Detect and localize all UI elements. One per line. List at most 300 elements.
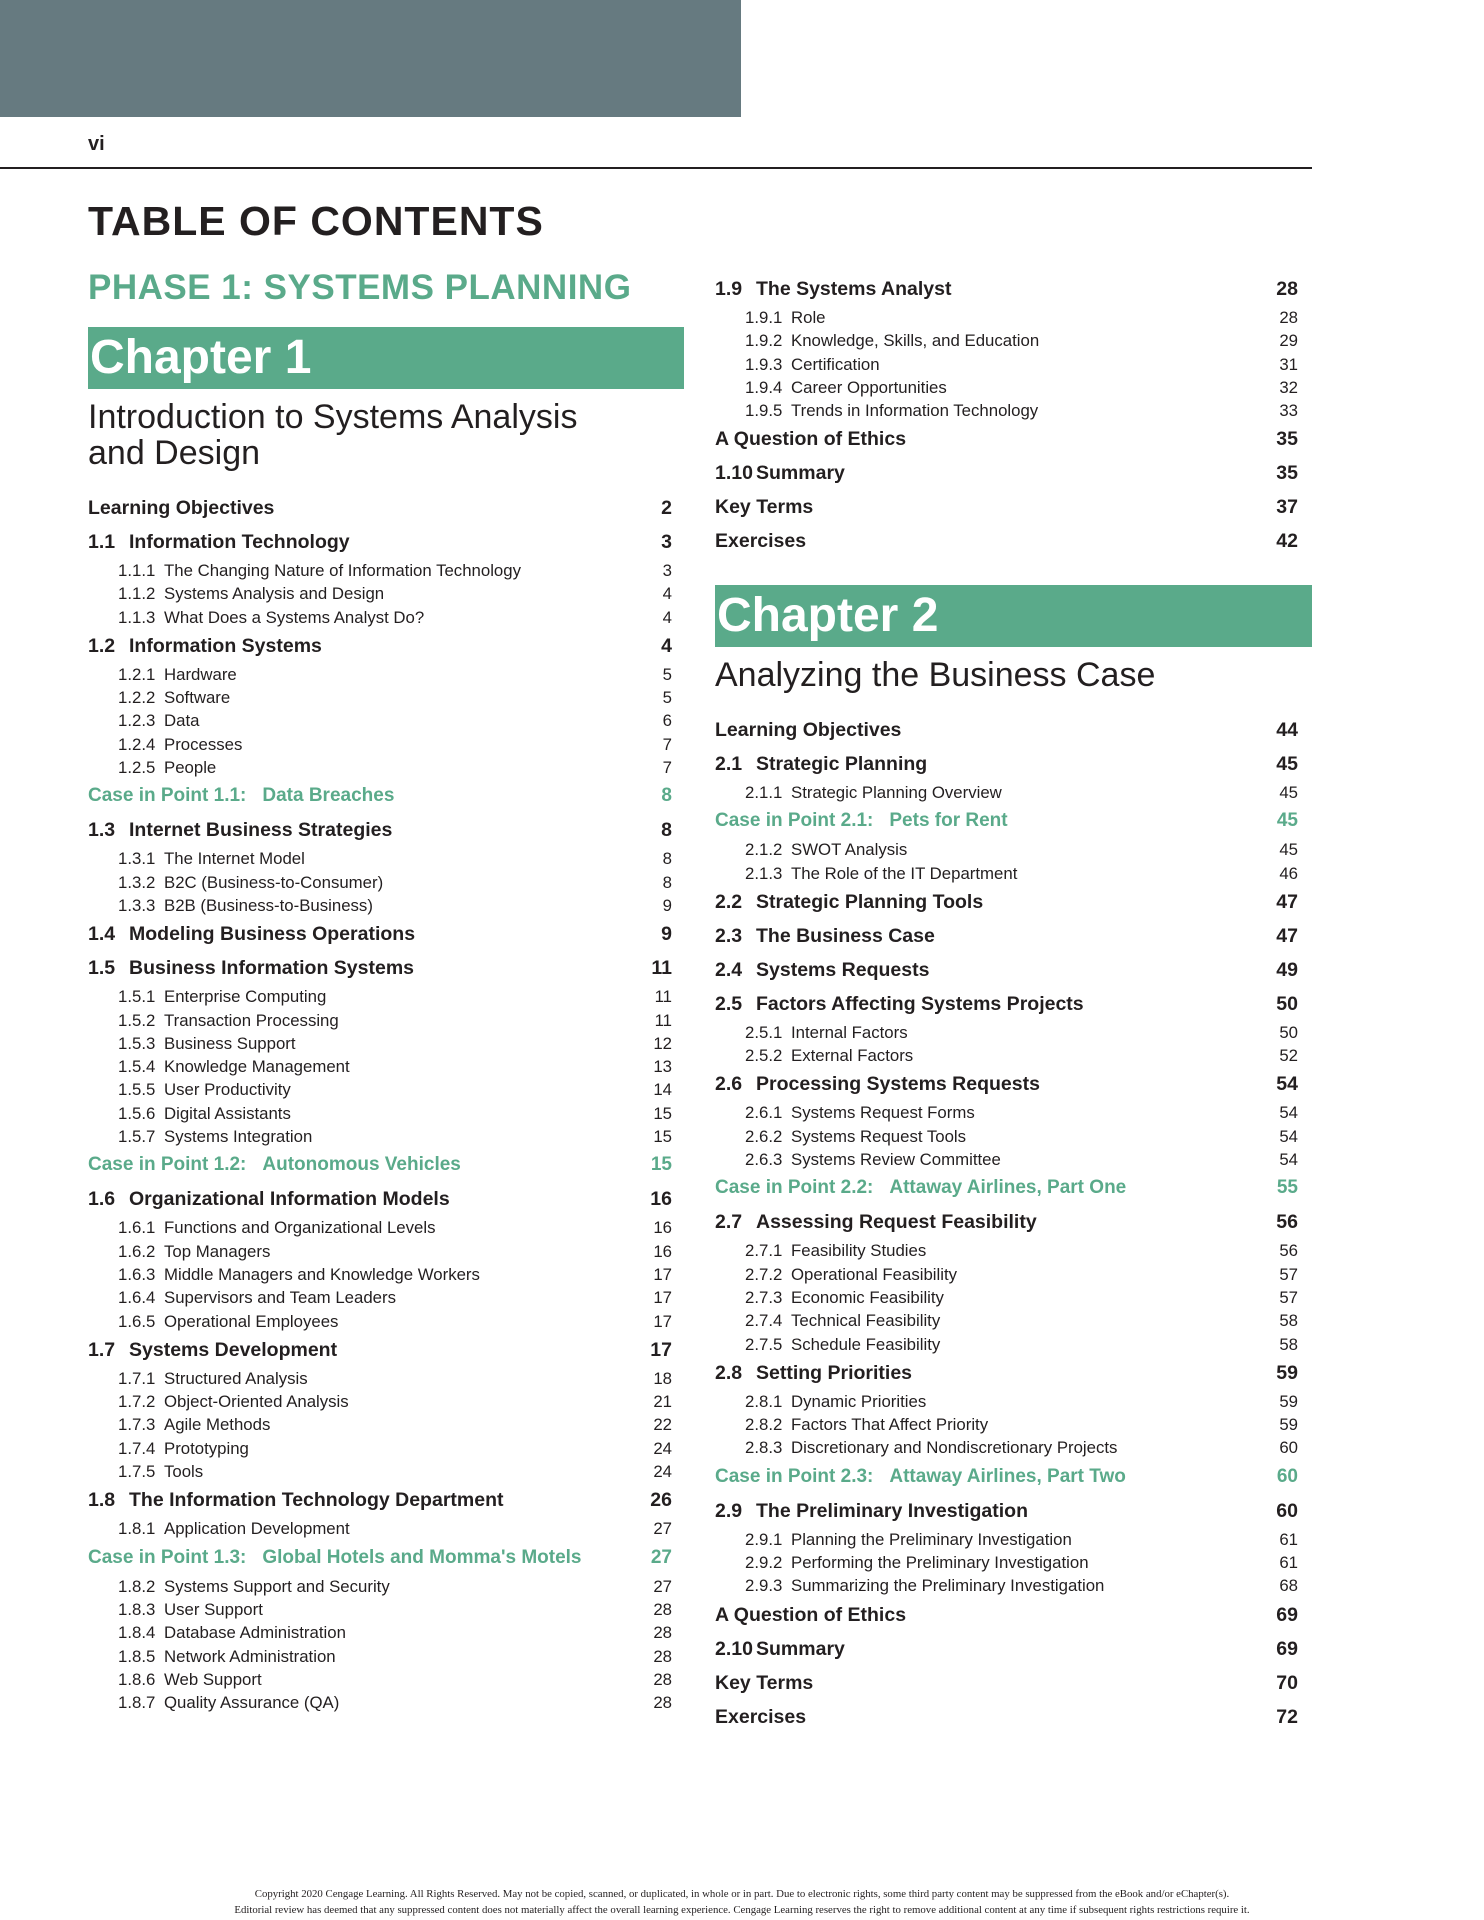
toc-subentry[interactable]: [715, 1044, 1298, 1067]
entry-number: 1.6.1: [118, 1218, 156, 1238]
entry-title: Global Hotels and Momma's Motels: [262, 1546, 582, 1568]
entry-page-number: 26: [650, 1489, 672, 1512]
toc-subentry[interactable]: [88, 1125, 672, 1148]
toc-subentry[interactable]: [88, 1517, 672, 1540]
toc-entry[interactable]: [88, 813, 672, 847]
entry-number: 2.9.1: [745, 1529, 783, 1549]
chapter-1-banner: Chapter 1: [88, 327, 684, 389]
entry-page-number: 17: [653, 1311, 672, 1331]
toc-subentry[interactable]: [88, 1367, 672, 1390]
copyright-line-2: Editorial review has deemed that any suppressed content does not materially affect the overall learning experience. Cengage Learning reserves the right to remove additional content at any time if subsequent rights restrictions require it.: [234, 1904, 1250, 1916]
toc-subentry[interactable]: [88, 985, 672, 1008]
entry-page-number: 59: [1279, 1391, 1298, 1411]
entry-page-number: 54: [1276, 1073, 1298, 1096]
entry-number: 1.7.5: [118, 1462, 156, 1482]
toc-subentry[interactable]: [715, 306, 1298, 329]
entry-number: 1.7: [88, 1338, 116, 1361]
entry-page-number: 5: [662, 664, 672, 684]
entry-title: Agile Methods: [164, 1415, 271, 1435]
entry-number: 2.7.2: [745, 1264, 783, 1284]
entry-page-number: 31: [1279, 354, 1298, 374]
entry-number: 1.5.2: [118, 1010, 156, 1030]
toc-entry[interactable]: [715, 490, 1298, 524]
entry-number: 2.1: [715, 753, 743, 775]
entry-title: People: [164, 758, 217, 778]
toc-subentry[interactable]: [715, 1263, 1298, 1286]
entry-title: Structured Analysis: [164, 1368, 308, 1388]
entry-number: 2.6.2: [745, 1126, 783, 1146]
entry-page-number: 59: [1279, 1415, 1298, 1435]
entry-page-number: 28: [1279, 308, 1298, 327]
toc-subentry[interactable]: [88, 756, 672, 779]
toc-subentry[interactable]: [715, 1239, 1298, 1262]
entry-number: 1.3.3: [118, 895, 156, 915]
entry-number: 1.8.5: [118, 1646, 156, 1666]
phase-heading: PHASE 1: SYSTEMS PLANNING: [88, 268, 632, 307]
entry-title: Summarizing the Preliminary Investigation: [791, 1576, 1105, 1596]
toc-entry[interactable]: [715, 1205, 1298, 1239]
entry-number: 1.8: [88, 1489, 116, 1512]
chapter-2-banner: Chapter 2: [715, 585, 1312, 647]
entry-title: Tools: [164, 1462, 204, 1482]
entry-page-number: 3: [662, 561, 672, 580]
toc-subentry[interactable]: [88, 847, 672, 870]
entry-page-number: 60: [1279, 1438, 1298, 1458]
entry-page-number: 56: [1279, 1241, 1298, 1261]
toc-entry[interactable]: [88, 1333, 672, 1367]
entry-page-number: 7: [662, 758, 672, 778]
toc-subentry[interactable]: [715, 1390, 1298, 1413]
entry-title: Internal Factors: [791, 1022, 908, 1042]
toc-entry[interactable]: [715, 713, 1298, 747]
toc-subentry[interactable]: [88, 663, 672, 686]
entry-page-number: 72: [1276, 1705, 1298, 1728]
copyright-footer: [0, 1886, 1484, 1918]
entry-page-number: 4: [662, 607, 672, 627]
entry-number: 1.6.5: [118, 1311, 156, 1331]
entry-number: 1.6.4: [118, 1288, 156, 1308]
toc-entry[interactable]: [88, 1483, 672, 1517]
entry-title: Trends in Information Technology: [791, 401, 1039, 421]
entry-page-number: 9: [661, 923, 672, 946]
toc-subentry[interactable]: [88, 1102, 672, 1125]
entry-title: A Question of Ethics: [715, 1603, 907, 1626]
entry-title: Summary: [756, 1637, 845, 1660]
entry-page-number: 54: [1279, 1150, 1298, 1170]
entry-page-number: 28: [653, 1646, 672, 1666]
entry-page-number: 32: [1279, 377, 1298, 397]
entry-title: Hardware: [164, 664, 237, 684]
entry-page-number: 27: [653, 1576, 672, 1596]
entry-title: Transaction Processing: [164, 1010, 339, 1030]
entry-number: Case in Point 2.2:: [715, 1177, 874, 1199]
entry-title: Systems Development: [129, 1338, 338, 1361]
entry-page-number: 11: [651, 957, 672, 980]
entry-page-number: 2: [661, 497, 672, 519]
toc-subentry[interactable]: [715, 781, 1298, 804]
toc-entry[interactable]: [715, 1598, 1298, 1632]
entry-title: Factors That Affect Priority: [791, 1415, 989, 1435]
entry-title: The Preliminary Investigation: [756, 1499, 1028, 1522]
toc-subentry[interactable]: [88, 559, 672, 582]
toc-entry[interactable]: [715, 456, 1298, 490]
entry-page-number: 61: [1279, 1529, 1298, 1549]
entry-number: 1.9.5: [745, 401, 783, 421]
entry-page-number: 24: [653, 1438, 672, 1458]
entry-number: 2.4: [715, 958, 743, 981]
toc-subentry[interactable]: [88, 1216, 672, 1239]
entry-page-number: 5: [662, 688, 672, 708]
entry-page-number: 17: [653, 1264, 672, 1284]
entry-number: 1.5.7: [118, 1127, 156, 1147]
entry-title: Systems Support and Security: [164, 1576, 390, 1596]
entry-title: Exercises: [715, 530, 807, 553]
entry-page-number: 13: [653, 1057, 672, 1077]
entry-number: 1.2.4: [118, 734, 156, 754]
entry-title: Middle Managers and Knowledge Workers: [164, 1264, 480, 1284]
toc-entry[interactable]: [715, 1494, 1298, 1528]
entry-page-number: 16: [650, 1188, 672, 1211]
entry-page-number: 28: [653, 1669, 672, 1689]
entry-page-number: 28: [653, 1693, 672, 1713]
entry-title: Operational Feasibility: [791, 1264, 958, 1284]
entry-number: 2.2: [715, 890, 743, 913]
entry-page-number: 69: [1276, 1637, 1298, 1660]
entry-page-number: 45: [1279, 783, 1298, 802]
toc-subentry[interactable]: [715, 862, 1298, 885]
case-in-point-entry[interactable]: [88, 1148, 672, 1182]
toc-subentry[interactable]: [715, 376, 1298, 399]
entry-number: Case in Point 2.1:: [715, 810, 874, 832]
entry-number: 1.1.2: [118, 584, 156, 604]
entry-page-number: 56: [1276, 1211, 1298, 1234]
chapter-1-title-line1: Introduction to Systems Analysis: [88, 398, 578, 436]
entry-title: Processing Systems Requests: [756, 1073, 1040, 1096]
entry-number: 2.7.1: [745, 1241, 783, 1261]
entry-title: Knowledge Management: [164, 1057, 350, 1077]
toc-entry[interactable]: [715, 422, 1298, 456]
case-in-point-entry[interactable]: [715, 1171, 1298, 1205]
toc-subentry[interactable]: [88, 1621, 672, 1644]
entry-page-number: 46: [1279, 863, 1298, 883]
entry-page-number: 18: [653, 1368, 672, 1388]
entry-title: Enterprise Computing: [164, 987, 327, 1007]
toc-entry[interactable]: [715, 1666, 1298, 1700]
entry-page-number: 50: [1279, 1022, 1298, 1042]
entry-title: Technical Feasibility: [791, 1311, 941, 1331]
entry-page-number: 59: [1276, 1361, 1298, 1384]
toc-subentry[interactable]: [88, 1437, 672, 1460]
entry-number: 2.6.1: [745, 1103, 783, 1123]
entry-page-number: 47: [1276, 924, 1298, 947]
toc-subentry[interactable]: [88, 1240, 672, 1263]
entry-title: User Support: [164, 1599, 263, 1619]
entry-title: Learning Objectives: [715, 719, 902, 741]
entry-page-number: 27: [650, 1546, 672, 1568]
entry-number: 1.2.2: [118, 688, 156, 708]
entry-page-number: 11: [654, 1010, 672, 1030]
entry-title: Systems Requests: [756, 958, 930, 981]
toc-entry[interactable]: [88, 525, 672, 559]
entry-number: 1.7.4: [118, 1438, 156, 1458]
entry-page-number: 3: [661, 531, 672, 553]
entry-number: 1.2.1: [118, 664, 156, 684]
entry-title: Factors Affecting Systems Projects: [756, 992, 1084, 1015]
toc-subentry[interactable]: [715, 399, 1298, 422]
toc-entry[interactable]: [88, 951, 672, 985]
entry-number: 2.1.3: [745, 863, 783, 883]
entry-number: 1.10: [715, 462, 753, 485]
entry-page-number: 49: [1276, 958, 1298, 981]
toc-entry[interactable]: [715, 1067, 1298, 1101]
entry-title: Summary: [756, 462, 845, 485]
toc-subentry[interactable]: [88, 1055, 672, 1078]
entry-title: Strategic Planning Tools: [756, 890, 984, 913]
entry-number: 2.9.3: [745, 1576, 783, 1596]
entry-title: External Factors: [791, 1046, 914, 1066]
entry-page-number: 22: [653, 1415, 672, 1435]
entry-number: 1.5.6: [118, 1103, 156, 1123]
toc-subentry[interactable]: [715, 1101, 1298, 1124]
entry-title: Object-Oriented Analysis: [164, 1392, 349, 1412]
toc-subentry[interactable]: [88, 1390, 672, 1413]
toc-entry[interactable]: [715, 747, 1298, 781]
entry-number: 1.2.3: [118, 711, 156, 731]
toc-subentry[interactable]: [88, 1263, 672, 1286]
entry-page-number: 12: [653, 1033, 672, 1053]
toc-subentry[interactable]: [715, 1333, 1298, 1356]
entry-title: Key Terms: [715, 496, 814, 519]
entry-number: 1.4: [88, 923, 116, 946]
entry-number: Case in Point 1.2:: [88, 1154, 247, 1176]
toc-entry[interactable]: [715, 987, 1298, 1021]
toc-entry[interactable]: [715, 885, 1298, 919]
case-in-point-entry[interactable]: [715, 1460, 1298, 1494]
entry-page-number: 14: [653, 1080, 672, 1100]
entry-title: Attaway Airlines, Part Two: [889, 1465, 1126, 1487]
toc-subentry[interactable]: [715, 1021, 1298, 1044]
entry-page-number: 16: [653, 1241, 672, 1261]
entry-title: The Business Case: [756, 924, 935, 947]
toc-subentry[interactable]: [88, 1645, 672, 1668]
entry-number: 1.9: [715, 278, 743, 300]
entry-number: 1.3.2: [118, 872, 156, 892]
entry-page-number: 58: [1279, 1311, 1298, 1331]
entry-title: Feasibility Studies: [791, 1241, 927, 1261]
toc-subentry[interactable]: [88, 1078, 672, 1101]
case-in-point-entry[interactable]: [88, 779, 672, 813]
entry-number: 1.5.3: [118, 1033, 156, 1053]
entry-title: Exercises: [715, 1705, 807, 1728]
chapter-1-entries: [88, 491, 672, 1714]
entry-number: 2.3: [715, 924, 743, 947]
entry-page-number: 15: [650, 1154, 672, 1176]
entry-title: Systems Integration: [164, 1127, 313, 1147]
entry-number: Case in Point 1.3:: [88, 1546, 247, 1568]
toc-entry[interactable]: [715, 524, 1298, 558]
entry-title: Network Administration: [164, 1646, 336, 1666]
toc-entry[interactable]: [715, 919, 1298, 953]
chapter-1-title-line2: and Design: [88, 434, 261, 472]
entry-page-number: 44: [1276, 719, 1298, 741]
toc-subentry[interactable]: [715, 838, 1298, 861]
entry-number: 1.2.5: [118, 758, 156, 778]
entry-title: A Question of Ethics: [715, 428, 907, 451]
entry-page-number: 28: [653, 1623, 672, 1643]
toc-subentry[interactable]: [88, 1009, 672, 1032]
page-number: vi: [88, 133, 105, 155]
toc-subentry[interactable]: [715, 1574, 1298, 1597]
entry-page-number: 54: [1279, 1103, 1298, 1123]
entry-number: 1.6.3: [118, 1264, 156, 1284]
toc-subentry[interactable]: [715, 329, 1298, 352]
toc-subentry[interactable]: [88, 1598, 672, 1621]
entry-title: Assessing Request Feasibility: [756, 1211, 1037, 1234]
entry-page-number: 57: [1279, 1287, 1298, 1307]
toc-entry[interactable]: [88, 629, 672, 663]
toc-entry[interactable]: [715, 1700, 1298, 1734]
toc-subentry[interactable]: [88, 1691, 672, 1714]
entry-title: Performing the Preliminary Investigation: [791, 1553, 1089, 1573]
toc-subentry[interactable]: [88, 1286, 672, 1309]
entry-title: Role: [791, 308, 826, 327]
entry-title: Data Breaches: [262, 785, 395, 807]
toc-subentry[interactable]: [88, 1460, 672, 1483]
entry-number: 1.8.3: [118, 1599, 156, 1619]
toc-subentry[interactable]: [715, 1148, 1298, 1171]
entry-title: Processes: [164, 734, 243, 754]
entry-page-number: 47: [1276, 890, 1298, 913]
entry-number: 2.7.4: [745, 1311, 783, 1331]
toc-entry[interactable]: [715, 1356, 1298, 1390]
toc-subentry[interactable]: [88, 686, 672, 709]
toc-entry[interactable]: [88, 1182, 672, 1216]
entry-page-number: 35: [1276, 428, 1298, 451]
entry-number: 2.7: [715, 1211, 743, 1234]
entry-title: Systems Analysis and Design: [164, 584, 385, 604]
toc-subentry[interactable]: [715, 353, 1298, 376]
entry-title: Knowledge, Skills, and Education: [791, 331, 1040, 351]
toc-subentry[interactable]: [715, 1528, 1298, 1551]
entry-number: 1.7.3: [118, 1415, 156, 1435]
toc-subentry[interactable]: [88, 1032, 672, 1055]
entry-page-number: 33: [1279, 401, 1298, 421]
entry-page-number: 15: [653, 1103, 672, 1123]
entry-page-number: 45: [1279, 840, 1298, 860]
entry-title: Learning Objectives: [88, 497, 275, 519]
toc-entry[interactable]: [715, 953, 1298, 987]
entry-page-number: 11: [654, 987, 672, 1007]
entry-number: 1.8.6: [118, 1669, 156, 1689]
entry-page-number: 29: [1279, 331, 1298, 351]
entry-title: Database Administration: [164, 1623, 346, 1643]
toc-entry[interactable]: [715, 1632, 1298, 1666]
entry-page-number: 45: [1276, 810, 1298, 832]
toc-subentry[interactable]: [715, 1286, 1298, 1309]
toc-subentry[interactable]: [715, 1413, 1298, 1436]
entry-number: 2.5.1: [745, 1022, 783, 1042]
toc-subentry[interactable]: [88, 733, 672, 756]
entry-number: 1.9.1: [745, 308, 783, 327]
entry-number: Case in Point 2.3:: [715, 1465, 874, 1487]
entry-number: 2.9: [715, 1499, 743, 1522]
entry-page-number: 37: [1276, 496, 1298, 519]
entry-page-number: 21: [653, 1392, 672, 1412]
entry-title: Discretionary and Nondiscretionary Projects: [791, 1438, 1118, 1458]
page-title: TABLE OF CONTENTS: [88, 198, 544, 244]
entry-title: Top Managers: [164, 1241, 271, 1261]
toc-subentry[interactable]: [715, 1125, 1298, 1148]
entry-page-number: 27: [653, 1519, 672, 1539]
case-in-point-entry[interactable]: [715, 804, 1298, 838]
entry-page-number: 17: [650, 1338, 672, 1361]
copyright-line-1: Copyright 2020 Cengage Learning. All Rights Reserved. May not be copied, scanned, or duplicated, in whole or in part. Due to electronic rights, some third party content may be suppressed from the eBook and/or eChapter(s).: [254, 1888, 1230, 1900]
entry-number: 1.3: [88, 819, 116, 842]
entry-title: Economic Feasibility: [791, 1287, 944, 1307]
toc-subentry[interactable]: [88, 1668, 672, 1691]
entry-page-number: 55: [1276, 1177, 1298, 1199]
chapter-2-title: Analyzing the Business Case: [715, 656, 1156, 694]
entry-title: Organizational Information Models: [129, 1188, 450, 1211]
entry-page-number: 50: [1276, 992, 1298, 1015]
entry-title: Schedule Feasibility: [791, 1334, 941, 1354]
entry-page-number: 4: [662, 584, 672, 604]
entry-title: Strategic Planning: [756, 753, 928, 775]
entry-number: 2.5: [715, 992, 743, 1015]
toc-subentry[interactable]: [88, 1310, 672, 1333]
toc-entry[interactable]: [88, 917, 672, 951]
entry-page-number: 61: [1279, 1553, 1298, 1573]
toc-subentry[interactable]: [88, 606, 672, 629]
toc-subentry[interactable]: [715, 1309, 1298, 1332]
toc-entry[interactable]: [715, 272, 1298, 306]
entry-number: 1.8.1: [118, 1519, 156, 1539]
entry-title: Career Opportunities: [791, 377, 947, 397]
header-color-block: [0, 0, 741, 117]
toc-subentry[interactable]: [88, 1575, 672, 1598]
entry-title: The Information Technology Department: [129, 1489, 504, 1512]
toc-subentry[interactable]: [88, 894, 672, 917]
entry-title: What Does a Systems Analyst Do?: [164, 607, 425, 627]
entry-page-number: 16: [653, 1218, 672, 1238]
toc-subentry[interactable]: [88, 582, 672, 605]
toc-subentry[interactable]: [88, 1413, 672, 1436]
entry-number: 1.8.2: [118, 1576, 156, 1596]
entry-number: 1.6.2: [118, 1241, 156, 1261]
entry-page-number: 7: [662, 734, 672, 754]
toc-subentry[interactable]: [88, 709, 672, 732]
toc-subentry[interactable]: [88, 871, 672, 894]
toc-entry[interactable]: [88, 491, 672, 525]
entry-number: 2.1.1: [745, 783, 783, 802]
entry-title: Prototyping: [164, 1438, 249, 1458]
entry-page-number: 57: [1279, 1264, 1298, 1284]
entry-page-number: 6: [662, 711, 672, 731]
entry-number: 1.9.3: [745, 354, 783, 374]
entry-page-number: 45: [1276, 753, 1298, 775]
entry-page-number: 70: [1276, 1671, 1298, 1694]
case-in-point-entry[interactable]: [88, 1541, 672, 1575]
toc-subentry[interactable]: [715, 1551, 1298, 1574]
toc-subentry[interactable]: [715, 1436, 1298, 1459]
entry-title: Digital Assistants: [164, 1103, 291, 1123]
entry-title: Internet Business Strategies: [129, 819, 393, 842]
entry-page-number: 28: [1276, 278, 1298, 300]
entry-page-number: 8: [661, 819, 672, 842]
entry-title: Autonomous Vehicles: [262, 1154, 461, 1176]
entry-number: 1.9.4: [745, 377, 783, 397]
entry-title: Systems Request Forms: [791, 1103, 975, 1123]
